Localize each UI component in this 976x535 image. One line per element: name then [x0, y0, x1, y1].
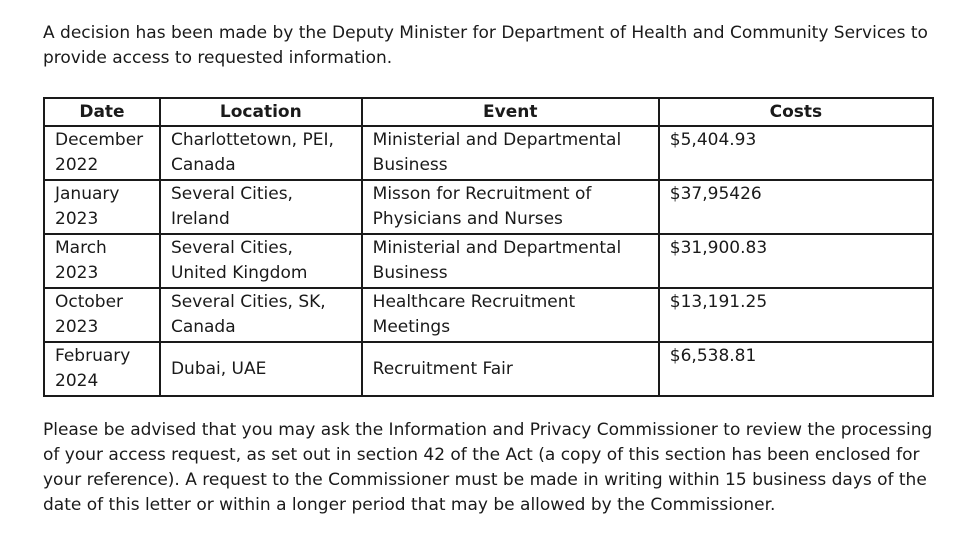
cell-date: February 2024: [44, 342, 160, 396]
table-row: [44, 126, 933, 180]
table-header-row: [44, 98, 933, 126]
cell-cost: $31,900.83: [659, 234, 933, 288]
table-row: [44, 342, 933, 396]
cell-cost: $37,95426: [659, 180, 933, 234]
header-event: Event: [362, 98, 659, 126]
cell-event: Healthcare Recruitment Meetings: [362, 288, 659, 342]
table-row: [44, 234, 933, 288]
cell-date: October 2023: [44, 288, 160, 342]
cell-location: Several Cities, Ireland: [160, 180, 362, 234]
cell-date: January 2023: [44, 180, 160, 234]
table-row: [44, 288, 933, 342]
cell-location: Charlottetown, PEI, Canada: [160, 126, 362, 180]
cell-cost: $13,191.25: [659, 288, 933, 342]
header-costs: Costs: [659, 98, 933, 126]
cell-date: December 2022: [44, 126, 160, 180]
cell-cost: $6,538.81: [659, 342, 933, 396]
cell-event: Ministerial and Departmental Business: [362, 234, 659, 288]
cell-location: Dubai, UAE: [160, 342, 362, 396]
cell-event: Ministerial and Departmental Business: [362, 126, 659, 180]
cell-location: Several Cities, United Kingdom: [160, 234, 362, 288]
header-date: Date: [44, 98, 160, 126]
header-location: Location: [160, 98, 362, 126]
cell-cost: $5,404.93: [659, 126, 933, 180]
cell-event: Recruitment Fair: [362, 342, 659, 396]
intro-paragraph: A decision has been made by the Deputy Minister for Department of Health and Community Services to provide access to requested information.: [43, 23, 928, 68]
cell-location: Several Cities, SK, Canada: [160, 288, 362, 342]
outro-paragraph: Please be advised that you may ask the Information and Privacy Commissioner to review the processing of your access request, as set out in section 42 of the Act (a copy of this section has been enclosed for your reference). A request to the Commissioner must be made in writing within 15 business days of the date of this letter or within a longer period that may be allowed by the Commissioner.: [43, 420, 933, 515]
cell-event: Misson for Recruitment of Physicians and Nurses: [362, 180, 659, 234]
travel-costs-table: [43, 97, 934, 397]
cell-date: March 2023: [44, 234, 160, 288]
table-row: [44, 180, 933, 234]
